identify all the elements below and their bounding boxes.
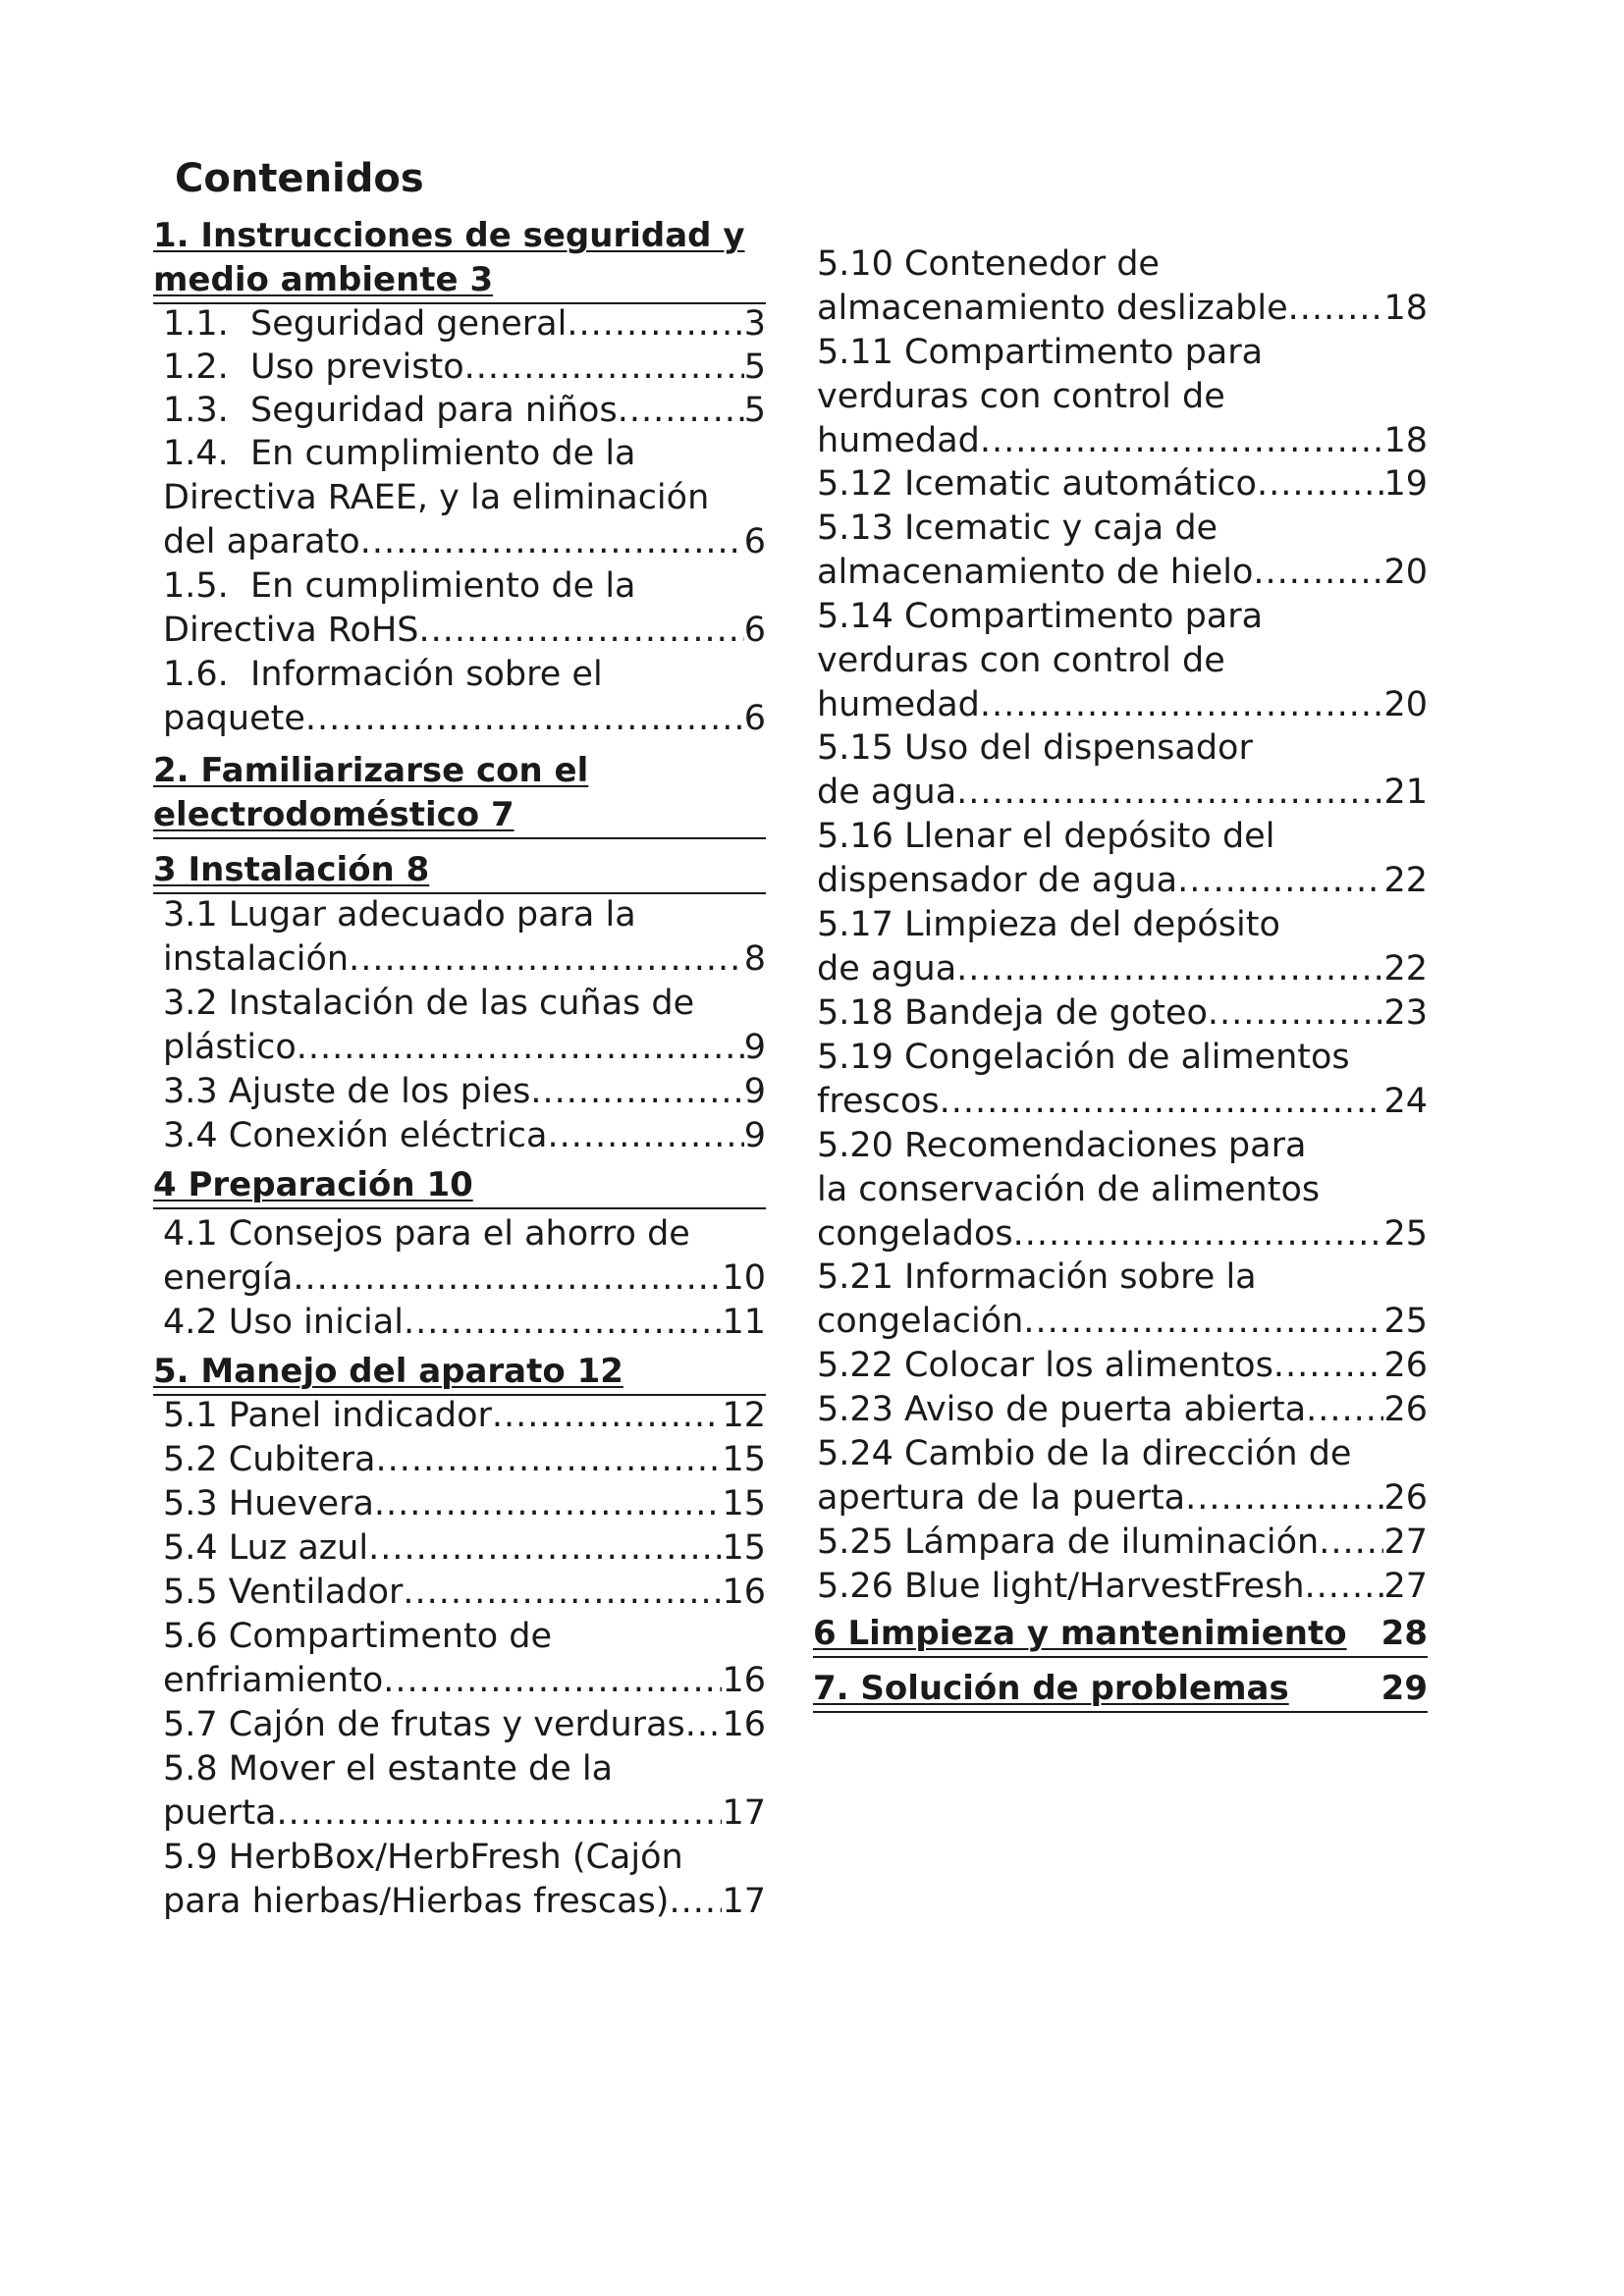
toc-entry-title: 5.23 Aviso de puerta abierta [817, 1390, 1307, 1429]
toc-entry-title: almacenamiento de hielo [817, 553, 1254, 592]
toc-section[interactable] [153, 749, 766, 839]
toc-entry-page: 9 [743, 1028, 766, 1067]
dot-leader [419, 609, 744, 653]
dot-leader [305, 697, 744, 741]
toc-entry[interactable] [163, 1526, 766, 1571]
toc-entry-title: 1.4. En cumplimiento de la [163, 434, 636, 473]
toc-entry[interactable] [817, 726, 1428, 815]
toc-section-title: 4 Preparación 10 [153, 1165, 473, 1204]
toc-entry[interactable] [817, 903, 1428, 991]
dot-leader [360, 520, 744, 564]
toc-entry-title: 1.5. En cumplimiento de la [163, 566, 636, 606]
toc-entry-title: 5.16 Llenar el depósito del [817, 817, 1275, 856]
toc-entry-page: 16 [722, 1661, 766, 1700]
toc-entry-title: 5.1 Panel indicador [163, 1396, 492, 1435]
toc-entry[interactable] [163, 1114, 766, 1158]
toc-entry-title: humedad [817, 685, 980, 724]
toc-section[interactable] [813, 1667, 1428, 1713]
toc-entry[interactable] [163, 564, 766, 653]
toc-entry-title: frescos [817, 1082, 940, 1121]
toc-entry-title: 5.12 Icematic automático [817, 464, 1257, 504]
toc-entry-title: humedad [817, 421, 980, 460]
toc-entry-title: 1.2. Uso previsto [163, 347, 464, 387]
toc-entry-page: 20 [1383, 553, 1428, 592]
toc-entry[interactable] [163, 982, 766, 1070]
toc-entry-page: 6 [743, 611, 766, 650]
dot-leader [618, 389, 744, 433]
toc-entry-title: de agua [817, 949, 957, 988]
toc-entry-page: 15 [722, 1484, 766, 1523]
toc-section[interactable] [153, 214, 766, 304]
toc-section-page: 28 [1380, 1614, 1428, 1653]
toc-entry-title: 5.6 Compartimento de [163, 1617, 553, 1656]
toc-entry-title: 5.8 Mover el estante de la [163, 1749, 614, 1789]
toc-entry[interactable] [817, 815, 1428, 903]
toc-entry-page: 25 [1383, 1214, 1428, 1254]
toc-entry-title: la conservación de alimentos [817, 1170, 1321, 1209]
toc-entry-page: 3 [743, 304, 766, 344]
dot-leader [669, 1880, 722, 1924]
page-title: Contenidos [175, 156, 424, 201]
dot-leader [1319, 1521, 1383, 1565]
dot-leader [1208, 991, 1384, 1036]
dot-leader [940, 1080, 1384, 1124]
toc-section-title: 7. Solución de problemas [813, 1669, 1289, 1708]
toc-entry-title: instalación [163, 939, 350, 979]
toc-entry-page: 19 [1383, 464, 1428, 504]
toc-entry-title: 5.19 Congelación de alimentos [817, 1038, 1350, 1077]
dot-leader [956, 771, 1383, 815]
dot-leader [980, 419, 1384, 463]
toc-entry-title: 5.26 Blue light/HarvestFresh [817, 1567, 1305, 1606]
toc-entry-title: congelados [817, 1214, 1013, 1254]
toc-section-title: 6 Limpieza y mantenimiento [813, 1614, 1347, 1653]
dot-leader [567, 302, 743, 347]
toc-entry[interactable] [163, 1070, 766, 1114]
toc-entry-title: del aparato [163, 522, 360, 561]
dot-leader [1257, 462, 1384, 507]
toc-entry[interactable] [817, 1432, 1428, 1521]
toc-entry[interactable] [163, 1836, 766, 1924]
toc-section[interactable] [153, 1350, 766, 1396]
toc-entry[interactable] [163, 346, 766, 390]
toc-entry-title: 5.3 Huevera [163, 1484, 374, 1523]
toc-entry-title: 3.2 Instalación de las cuñas de [163, 984, 695, 1023]
toc-entry-title: 3.4 Conexión eléctrica [163, 1116, 548, 1155]
toc-entry[interactable] [817, 242, 1428, 331]
toc-entry-title: 3.1 Lugar adecuado para la [163, 895, 636, 934]
toc-entry[interactable] [817, 1565, 1428, 1609]
toc-entry-page: 12 [722, 1396, 766, 1435]
dot-leader [980, 683, 1384, 727]
toc-entry-page: 18 [1383, 289, 1428, 328]
toc-section-title: 3 Instalación 8 [153, 850, 430, 889]
toc-entry[interactable] [817, 1344, 1428, 1388]
dot-leader [1177, 859, 1383, 903]
dot-leader [383, 1659, 722, 1703]
toc-entry[interactable] [817, 1521, 1428, 1565]
toc-entry-title: plástico [163, 1028, 297, 1067]
toc-section-title: 1. Instrucciones de seguridad y [153, 216, 745, 255]
dot-leader [1185, 1476, 1383, 1521]
dot-leader [349, 937, 744, 982]
toc-entry-title: 5.18 Bandeja de goteo [817, 993, 1208, 1033]
dot-leader [530, 1070, 743, 1114]
toc-entry[interactable] [163, 432, 766, 564]
toc-entry-title: almacenamiento deslizable [817, 289, 1288, 328]
toc-entry-title: puerta [163, 1793, 277, 1833]
toc-entry-title: 5.13 Icematic y caja de [817, 508, 1218, 548]
dot-leader [403, 1571, 722, 1615]
toc-entry-page: 26 [1383, 1478, 1428, 1518]
toc-entry[interactable] [163, 1571, 766, 1615]
toc-entry-page: 26 [1383, 1346, 1428, 1385]
toc-entry-page: 8 [743, 939, 766, 979]
toc-entry-title: 5.10 Contenedor de [817, 244, 1160, 284]
toc-entry[interactable] [817, 1124, 1428, 1256]
dot-leader [547, 1114, 743, 1158]
dot-leader [1023, 1300, 1383, 1344]
toc-entry-page: 9 [743, 1072, 766, 1111]
toc-entry[interactable] [163, 389, 766, 433]
toc-entry[interactable] [817, 331, 1428, 463]
toc-entry[interactable] [817, 595, 1428, 727]
toc-entry[interactable] [163, 1482, 766, 1526]
dot-leader [1288, 287, 1384, 331]
dot-leader [404, 1301, 723, 1345]
toc-entry-page: 23 [1383, 993, 1428, 1033]
toc-entry[interactable] [163, 1615, 766, 1703]
toc-section-page: 29 [1380, 1669, 1428, 1708]
toc-entry[interactable] [163, 893, 766, 982]
toc-entry-page: 6 [743, 522, 766, 561]
toc-entry-page: 15 [722, 1440, 766, 1479]
toc-entry-title: Directiva RAEE, y la eliminación [163, 478, 710, 517]
toc-entry-page: 27 [1383, 1522, 1428, 1562]
toc-entry-title: para hierbas/Hierbas frescas) [163, 1882, 670, 1921]
toc-section-title: medio ambiente 3 [153, 260, 494, 299]
dot-leader [374, 1482, 723, 1526]
toc-entry-page: 11 [722, 1303, 766, 1342]
toc-entry-title: energía [163, 1258, 294, 1298]
toc-entry-title: verduras con control de [817, 377, 1225, 416]
toc-entry-title: 5.11 Compartimento para [817, 333, 1264, 372]
toc-entry[interactable] [817, 462, 1428, 507]
toc-entry-title: 1.1. Seguridad general [163, 304, 568, 344]
toc-section[interactable] [153, 1163, 766, 1209]
dot-leader [293, 1256, 722, 1301]
dot-leader [464, 346, 744, 390]
toc-entry-title: 5.9 HerbBox/HerbFresh (Cajón [163, 1838, 683, 1877]
toc-entry-title: verduras con control de [817, 641, 1225, 680]
toc-entry-title: apertura de la puerta [817, 1478, 1186, 1518]
toc-entry-title: 1.6. Información sobre el [163, 655, 603, 694]
toc-entry-title: 5.7 Cajón de frutas y verduras [163, 1705, 685, 1744]
toc-entry-page: 16 [722, 1573, 766, 1612]
toc-entry-title: enfriamiento [163, 1661, 384, 1700]
toc-entry-page: 5 [743, 391, 766, 430]
toc-entry-title: congelación [817, 1302, 1024, 1341]
dot-leader [277, 1791, 723, 1836]
toc-entry[interactable] [163, 1212, 766, 1301]
toc-section-title: electrodoméstico 7 [153, 795, 514, 834]
dot-leader [492, 1394, 723, 1438]
dot-leader [368, 1526, 722, 1571]
dot-leader [1013, 1212, 1384, 1256]
toc-entry-title: 5.20 Recomendaciones para [817, 1126, 1307, 1165]
toc-entry-title: de agua [817, 773, 957, 812]
toc-entry-page: 5 [743, 347, 766, 387]
dot-leader [1273, 1344, 1384, 1388]
toc-entry-title: 3.3 Ajuste de los pies [163, 1072, 531, 1111]
toc-entry-title: 5.4 Luz azul [163, 1528, 369, 1568]
toc-entry[interactable] [817, 1255, 1428, 1344]
toc-entry[interactable] [163, 1747, 766, 1836]
toc-entry[interactable] [163, 1703, 766, 1747]
dot-leader [297, 1026, 744, 1070]
toc-entry-page: 17 [722, 1882, 766, 1921]
toc-entry-title: 5.25 Lámpara de iluminación [817, 1522, 1320, 1562]
dot-leader [1306, 1388, 1383, 1432]
toc-entry-page: 24 [1383, 1082, 1428, 1121]
toc-entry-page: 26 [1383, 1390, 1428, 1429]
toc-entry-page: 25 [1383, 1302, 1428, 1341]
toc-entry-page: 16 [722, 1705, 766, 1744]
toc-entry-title: 5.2 Cubitera [163, 1440, 376, 1479]
toc-entry[interactable] [163, 1438, 766, 1482]
dot-leader [375, 1438, 722, 1482]
toc-entry-page: 17 [722, 1793, 766, 1833]
toc-entry-title: 5.24 Cambio de la dirección de [817, 1434, 1352, 1473]
toc-entry-page: 6 [743, 699, 766, 738]
toc-entry-page: 21 [1383, 773, 1428, 812]
toc-entry-page: 15 [722, 1528, 766, 1568]
toc-entry-title: 4.2 Uso inicial [163, 1303, 404, 1342]
toc-entry-title: paquete [163, 699, 305, 738]
dot-leader [1305, 1565, 1384, 1609]
toc-entry[interactable] [817, 1036, 1428, 1124]
toc-entry[interactable] [163, 1394, 766, 1438]
toc-entry-title: 1.3. Seguridad para niños [163, 391, 618, 430]
toc-entry-title: 5.14 Compartimento para [817, 597, 1264, 636]
toc-entry[interactable] [163, 1301, 766, 1345]
toc-entry-page: 18 [1383, 421, 1428, 460]
dot-leader [1253, 551, 1383, 595]
toc-section[interactable] [153, 848, 766, 894]
toc-entry-title: 5.5 Ventilador [163, 1573, 404, 1612]
toc-entry[interactable] [817, 991, 1428, 1036]
dot-leader [956, 947, 1383, 991]
toc-section-title: 5. Manejo del aparato 12 [153, 1352, 623, 1391]
toc-entry-title: 5.21 Información sobre la [817, 1257, 1257, 1297]
toc-entry-page: 27 [1383, 1567, 1428, 1606]
toc-entry-page: 22 [1383, 949, 1428, 988]
toc-entry[interactable] [163, 653, 766, 741]
toc-entry[interactable] [163, 302, 766, 347]
toc-entry-page: 10 [722, 1258, 766, 1298]
toc-section-title: 2. Familiarizarse con el [153, 751, 589, 790]
dot-leader [685, 1703, 723, 1747]
toc-entry-page: 20 [1383, 685, 1428, 724]
toc-entry-page: 9 [743, 1116, 766, 1155]
toc-entry-page: 22 [1383, 861, 1428, 900]
toc-entry[interactable] [817, 1388, 1428, 1432]
toc-section[interactable] [813, 1612, 1428, 1658]
toc-entry-title: 5.15 Uso del dispensador [817, 728, 1253, 768]
toc-entry-title: 5.22 Colocar los alimentos [817, 1346, 1273, 1385]
toc-entry-title: 4.1 Consejos para el ahorro de [163, 1214, 690, 1254]
toc-entry-title: dispensador de agua [817, 861, 1178, 900]
toc-entry-title: 5.17 Limpieza del depósito [817, 905, 1280, 944]
toc-entry-title: Directiva RoHS [163, 611, 419, 650]
toc-entry[interactable] [817, 507, 1428, 595]
